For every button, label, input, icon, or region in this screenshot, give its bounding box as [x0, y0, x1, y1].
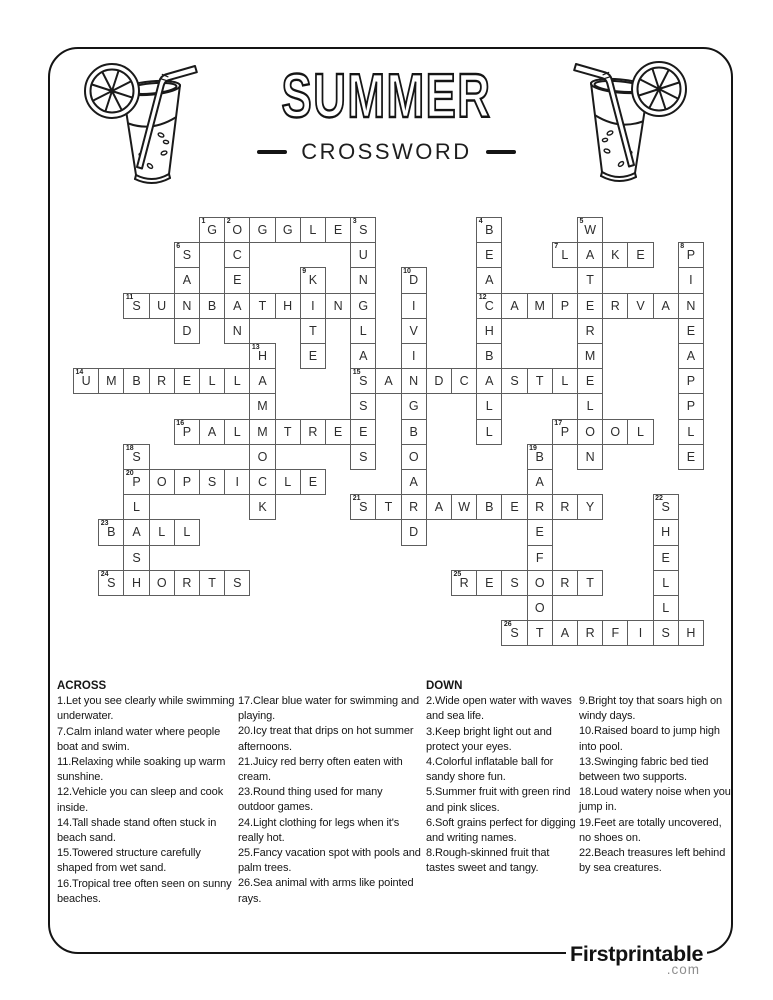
cell-letter: W	[458, 500, 470, 515]
clue-number: 3	[352, 218, 357, 225]
brand-logo: Firstprintable	[566, 942, 707, 967]
cell-letter: H	[484, 323, 494, 338]
cell-letter: B	[107, 525, 116, 540]
clue-number: 8	[680, 243, 685, 251]
cell-letter: N	[358, 273, 368, 288]
cell-letter: N	[585, 449, 595, 464]
cell-letter: M	[106, 374, 117, 389]
cell-letter: A	[384, 374, 393, 389]
cell-letter: O	[232, 223, 243, 237]
cell-letter: R	[459, 575, 469, 590]
clue-item: 1.Let you see clearly while swimming underwater.	[57, 695, 235, 723]
cell-letter: L	[359, 323, 367, 338]
cell-letter: B	[485, 349, 494, 363]
cell-letter: O	[534, 575, 545, 590]
cell-letter: G	[408, 399, 419, 414]
clue-item: 21.Juicy red berry often eaten with cream.	[238, 755, 403, 784]
cell-letter: S	[510, 374, 519, 389]
cell-letter: L	[133, 500, 140, 515]
cell-letter: O	[257, 449, 268, 464]
cell-letter: U	[81, 374, 91, 389]
clue-number: 25	[453, 570, 462, 578]
cell-letter: L	[233, 424, 241, 439]
cell-letter: E	[636, 248, 645, 263]
cell-letter: L	[662, 575, 670, 590]
clue-number: 22	[655, 495, 663, 503]
cell-letter: T	[586, 575, 594, 590]
cell-letter: R	[585, 626, 595, 641]
cell-letter: I	[311, 298, 315, 313]
cell-letter: H	[661, 525, 671, 540]
clue-number: 20	[125, 470, 134, 477]
cell-letter: L	[637, 424, 644, 439]
cell-letter: T	[535, 626, 544, 641]
cell-letter: E	[686, 449, 696, 464]
cell-letter: R	[308, 424, 318, 439]
cell-letter: A	[359, 349, 368, 363]
cell-letter: O	[585, 424, 595, 439]
cell-letter: B	[535, 449, 544, 464]
clue-item: 14.Tall shade stand often stuck in beach sand.	[57, 816, 217, 845]
clues-down-column-1	[426, 679, 579, 877]
cell-letter: K	[258, 500, 267, 515]
cell-letter: S	[359, 399, 368, 414]
cell-letter: M	[257, 399, 268, 414]
clues-across-column-2	[238, 694, 422, 907]
cell-letter: A	[686, 349, 696, 363]
cell-letter: T	[535, 374, 544, 389]
clue-item: 10.Raised board to jump high into pool.	[579, 725, 720, 753]
clues-down-column-2	[579, 694, 735, 876]
cell-letter: S	[661, 626, 670, 641]
clue-number: 12	[478, 293, 487, 301]
cell-letter: E	[485, 248, 494, 263]
cell-letter: L	[183, 525, 191, 540]
page-title: SUMMER	[281, 62, 492, 131]
cell-letter: A	[485, 374, 494, 389]
cell-letter: A	[132, 525, 141, 540]
clue-item: 23.Round thing used for many outdoor games.	[238, 786, 383, 814]
cell-letter: N	[409, 374, 419, 389]
clue-number: 16	[176, 419, 185, 427]
subtitle-left-dash	[257, 150, 287, 154]
cell-letter: M	[257, 424, 268, 439]
cell-letter: E	[333, 424, 343, 439]
cell-letter: E	[585, 298, 595, 313]
cell-letter: L	[309, 223, 317, 237]
clue-item: 5.Summer fruit with green rind and pink slices.	[426, 786, 571, 814]
cell-letter: L	[158, 525, 166, 540]
cell-letter: T	[384, 500, 393, 515]
cell-letter: Y	[585, 500, 595, 515]
cell-letter: M	[584, 349, 596, 363]
clue-item: 8.Rough-skinned fruit that tastes sweet and tangy.	[426, 847, 550, 875]
cell-letter: A	[585, 248, 595, 263]
clue-number: 14	[75, 369, 84, 377]
cell-letter: E	[661, 550, 670, 565]
cell-letter: L	[586, 399, 594, 414]
clue-item: 15.Towered structure carefully shaped from wet sand.	[57, 847, 201, 875]
cell-letter: E	[333, 223, 343, 237]
cell-letter: L	[233, 374, 241, 389]
cell-letter: R	[610, 298, 620, 313]
clue-item: 13.Swinging fabric bed tied between two supports.	[579, 755, 709, 784]
cell-letter: H	[686, 626, 696, 641]
cell-letter: L	[485, 424, 493, 439]
clue-number: 19	[529, 444, 537, 452]
cell-letter: D	[434, 374, 444, 389]
clue-item: 7.Calm inland water where people boat and swim.	[57, 725, 221, 753]
cell-letter: S	[207, 475, 217, 489]
cell-letter: P	[182, 475, 192, 489]
cell-letter: B	[207, 298, 217, 313]
cell-letter: S	[359, 223, 368, 237]
subtitle-row	[0, 139, 773, 165]
brand-domain: .com	[666, 962, 700, 977]
clue-number: 18	[125, 444, 134, 452]
clues-across-column-1	[57, 679, 238, 907]
cell-letter: O	[610, 424, 621, 439]
cell-letter: R	[585, 323, 595, 338]
cell-letter: A	[409, 475, 418, 489]
cell-letter: R	[157, 374, 167, 389]
cell-letter: S	[661, 500, 670, 515]
cell-letter: L	[485, 399, 493, 414]
cell-letter: O	[534, 601, 545, 615]
clue-item: 9.Bright toy that soars high on windy days.	[579, 695, 723, 723]
cell-letter: I	[638, 626, 643, 641]
cell-letter: H	[283, 298, 293, 313]
cell-letter: A	[535, 475, 544, 489]
cell-letter: P	[686, 399, 696, 414]
across-header: ACROSS	[57, 680, 107, 692]
clue-item: 26.Sea animal with arms like pointed rays.	[238, 877, 414, 905]
cell-letter: R	[535, 500, 545, 515]
clue-item: 20.Icy treat that drips on hot summer afternoons.	[238, 725, 414, 753]
cell-letter: P	[560, 424, 570, 439]
cell-letter: C	[257, 475, 267, 489]
cell-letter: A	[207, 424, 217, 439]
cell-letter: I	[411, 349, 416, 363]
cell-letter: U	[157, 298, 167, 313]
cell-letter: R	[182, 575, 192, 590]
cell-letter: B	[409, 424, 418, 439]
clue-number: 21	[352, 495, 361, 503]
cell-letter: O	[408, 449, 419, 464]
cell-letter: V	[409, 323, 418, 338]
cell-letter: O	[156, 475, 167, 489]
cell-letter: U	[358, 248, 368, 263]
clue-number: 11	[125, 293, 134, 301]
cell-letter: C	[232, 248, 242, 263]
clue-item: 12.Vehicle you can sleep and cook inside.	[57, 786, 224, 814]
cell-letter: K	[308, 273, 318, 288]
cell-letter: A	[510, 298, 519, 313]
clue-number: 5	[579, 218, 584, 225]
cell-letter: E	[182, 374, 192, 389]
cell-letter: L	[284, 475, 292, 489]
clue-item: 24.Light clothing for legs when it's really hot.	[238, 816, 400, 844]
cell-letter: C	[484, 298, 494, 313]
cell-letter: S	[182, 248, 192, 263]
clue-number: 24	[100, 570, 109, 578]
clue-number: 7	[554, 243, 559, 251]
cell-letter: P	[560, 298, 570, 313]
cell-letter: N	[182, 298, 192, 313]
cell-letter: F	[535, 550, 544, 565]
cell-letter: I	[411, 298, 416, 313]
cell-letter: W	[584, 223, 596, 237]
clue-number: 1	[201, 218, 206, 225]
cell-letter: E	[233, 273, 242, 288]
cell-letter: E	[510, 500, 519, 515]
cell-letter: G	[257, 223, 268, 237]
clue-number: 2	[226, 218, 231, 225]
cell-letter: A	[258, 374, 267, 389]
cell-letter: I	[689, 273, 693, 288]
cell-letter: A	[434, 500, 444, 515]
cell-letter: P	[686, 248, 696, 263]
clue-number: 26	[503, 621, 512, 629]
subtitle-right-dash	[486, 150, 516, 154]
clue-item: 6.Soft grains perfect for digging and writing names.	[426, 816, 576, 845]
cell-letter: F	[611, 626, 620, 641]
cell-letter: A	[182, 273, 192, 288]
cell-letter: T	[258, 298, 267, 313]
cell-letter: R	[560, 500, 570, 515]
cell-letter: S	[359, 500, 368, 515]
cell-letter: L	[561, 374, 569, 389]
clue-number: 9	[302, 268, 307, 276]
cell-letter: S	[107, 575, 116, 590]
cell-letter: L	[662, 601, 670, 615]
cell-letter: P	[182, 424, 192, 439]
cell-letter: E	[485, 575, 494, 590]
cell-letter: R	[560, 575, 570, 590]
cell-letter: I	[235, 475, 240, 489]
cell-letter: B	[485, 500, 494, 515]
clue-number: 4	[478, 218, 483, 225]
cell-letter: T	[586, 273, 594, 288]
cell-letter: E	[308, 349, 318, 363]
cell-letter: A	[485, 273, 494, 288]
cell-letter: H	[257, 349, 267, 363]
cell-letter: S	[359, 449, 368, 464]
cell-letter: C	[459, 374, 469, 389]
clue-number: 6	[176, 243, 181, 251]
clue-item: 22.Beach treasures left behind by sea creatures.	[579, 847, 726, 875]
cell-letter: B	[132, 374, 141, 389]
cell-letter: A	[233, 298, 242, 313]
page-subtitle: CROSSWORD	[301, 139, 472, 164]
clue-item: 3.Keep bright light out and protect your eyes.	[426, 725, 552, 753]
clue-number: 15	[352, 369, 361, 377]
cell-letter: P	[132, 475, 141, 489]
cell-letter: O	[156, 575, 167, 590]
clue-item: 11.Relaxing while soaking up warm sunshine.	[57, 756, 226, 784]
cell-letter: S	[510, 626, 519, 641]
cell-letter: D	[409, 525, 419, 540]
clue-item: 18.Loud watery noise when you jump in.	[579, 786, 731, 814]
down-header: DOWN	[426, 680, 463, 692]
clue-number: 10	[403, 268, 411, 276]
cell-letter: S	[359, 374, 368, 389]
clue-number: 23	[100, 520, 109, 528]
cell-letter: E	[359, 424, 368, 439]
cell-letter: T	[208, 575, 216, 590]
cell-letter: S	[233, 575, 242, 590]
cell-letter: L	[561, 248, 569, 263]
clue-item: 16.Tropical tree often seen on sunny beaches.	[57, 877, 232, 905]
cell-letter: L	[208, 374, 216, 389]
cell-letter: A	[560, 626, 570, 641]
cell-letter: B	[485, 223, 494, 237]
clue-item: 25.Fancy vacation spot with pools and palm trees.	[238, 847, 421, 875]
cell-letter: E	[535, 525, 544, 540]
cell-letter: S	[132, 449, 141, 464]
cell-letter: K	[611, 248, 620, 263]
clue-item: 4.Colorful inflatable ball for sandy shore fun.	[426, 756, 554, 784]
cell-letter: N	[232, 323, 242, 338]
cell-letter: E	[308, 475, 318, 489]
clue-number: 13	[251, 344, 260, 351]
cell-letter: H	[131, 575, 141, 590]
cell-letter: L	[687, 424, 695, 439]
clue-number: 17	[554, 419, 563, 427]
cell-letter: G	[358, 298, 369, 313]
cell-letter: T	[283, 424, 292, 439]
cell-letter: S	[132, 550, 141, 565]
cell-letter: M	[534, 298, 545, 313]
cell-letter: S	[510, 575, 519, 590]
cell-letter: G	[207, 223, 217, 237]
cell-letter: D	[182, 323, 192, 338]
cell-letter: T	[309, 323, 317, 338]
cell-letter: N	[686, 298, 696, 313]
cell-letter: R	[409, 500, 419, 515]
cell-letter: P	[686, 374, 696, 389]
cell-letter: V	[636, 298, 645, 313]
cell-letter: D	[409, 273, 419, 288]
cell-letter: E	[686, 323, 696, 338]
cell-letter: S	[132, 298, 141, 313]
clue-item: 17.Clear blue water for swimming and playing.	[238, 695, 420, 723]
clue-item: 2.Wide open water with waves and sea life.	[426, 695, 572, 723]
cell-letter: E	[585, 374, 595, 389]
clue-item: 19.Feet are totally uncovered, no shoes on.	[579, 816, 722, 844]
cell-letter: N	[333, 298, 343, 313]
cell-letter: G	[282, 223, 293, 237]
cell-letter: A	[661, 298, 670, 313]
